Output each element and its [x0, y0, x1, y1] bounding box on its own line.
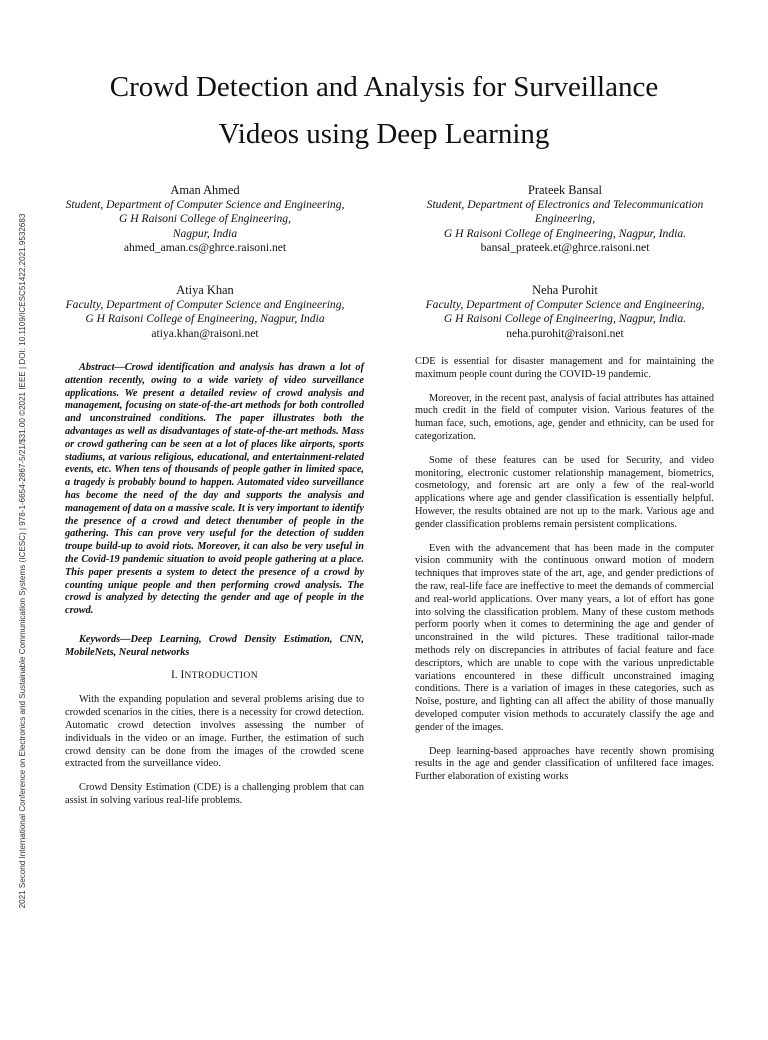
keywords: Keywords—Deep Learning, Crowd Density Estimation, CNN, MobileNets, Neural networks: [65, 633, 364, 658]
author-affiliation: Student, Department of Electronics and Telecommunication: [426, 197, 704, 211]
right-paragraph-4: Even with the advancement that has been made in the computer vision community with the continuous onward motion of modern techniques that improves state of the art, age, and gender predictions of the raw, real-life face are ineffective to meet the demands of commercial and real-world applications. Over many years, a lot of effort has gone into solving the classification problem. Many of these custom methods perform poorly when it comes to determining the age and gender of unconstrained in the wild pictures. These traditional tailor-made methods rely on discrepancies in attributes of facial feature and face descriptors, which are unable to cope with the various unpredictable variations encountered in these difficult unconstrained imaging conditions. There is a variation of images in these categories, such as Noise, posture, and lighting can all affect the ability of those manually developed computer vision methods to accurately classify the age and gender of the images.: [415, 542, 714, 733]
author-affiliation: G H Raisoni College of Engineering,: [119, 212, 291, 226]
author-name: Atiya Khan: [176, 283, 234, 297]
author-block-4: [395, 283, 735, 341]
right-paragraph-5: Deep learning-based approaches have recently shown promising results in the age and gender classification of unfiltered face images. Further elaboration of existing works: [415, 745, 714, 783]
author-name: Neha Purohit: [532, 283, 598, 297]
section-number: I.: [170, 668, 178, 681]
author-affiliation: Engineering,: [534, 212, 596, 226]
author-block-3: [35, 283, 375, 341]
author-name: Aman Ahmed: [170, 183, 240, 197]
paper-title-line-1: Crowd Detection and Analysis for Surveillance: [109, 71, 659, 103]
right-paragraph-3: Some of these features can be used for Security, and video monitoring, electronic customer relationship management, biometrics, cosmetology, and forensic art are only a few of the real-world applications where age and gender classification is essentially helpful. However, the results obtained are not up to the mark. Various age and gender classification problems remain persistent complications.: [415, 454, 714, 530]
paper-title-line-2: Videos using Deep Learning: [218, 118, 550, 150]
section-heading-introduction: [65, 669, 364, 683]
author-affiliation: G H Raisoni College of Engineering, Nagpur, India: [85, 312, 325, 326]
author-block-1: [35, 183, 375, 256]
author-affiliation: Student, Department of Computer Science and Engineering,: [65, 197, 345, 211]
intro-paragraph-1: With the expanding population and several problems arising due to crowded scenarios in the cities, there is a necessity for crowd detection. Automatic crowd detection involves assessing the number of individuals in the video or an image. Further, the estimation of such crowd density can be done from the images of the crowded scene extracted from the surveillance video.: [65, 694, 364, 770]
right-column: [415, 356, 714, 784]
author-email: ahmed_aman.cs@ghrce.raisoni.net: [123, 241, 287, 255]
author-affiliation: Faculty, Department of Computer Science and Engineering,: [425, 297, 705, 311]
author-name: Prateek Bansal: [528, 183, 602, 197]
author-affiliation: G H Raisoni College of Engineering, Nagpur, India.: [443, 312, 687, 326]
author-email: neha.purohit@raisoni.net: [506, 326, 624, 340]
abstract: Abstract—Crowd identification and analysis has drawn a lot of attention recently, owing to a wide variety of video surveillance applications. We present a detailed review of crowd analysis and management, focusing on state-of-the-art methods for both controlled and unconstrained conditions. The paper illustrates both the advantages as well as disadvantages of state-of-the-art methods. Mass or crowd gathering can be seen at a lot of places like airports, sports stadiums, at various religious, educational, and entertainment-related events, etc. When tens of thousands of people gather in limited space, a tragedy is probably bound to happen. Automated video surveillance has become the need of the day and supports the analysis and management of data on a massive scale. It is very important to identify the presence of a crowd and detect thenumber of people in the gathering. This can prove very useful for the detection of sudden troupe build-up to avoid riots. Moreover, it can also be very useful in the Covid-19 pandemic situation to avoid people gathering at a place. This paper presents a system to detect the presence of a crowd by counting unique people and then performing crowd analysis. The crowd is analyzed by detecting the gender and age of people in the crowd.: [65, 362, 364, 617]
author-affiliation: Nagpur, India: [172, 226, 238, 240]
author-email: atiya.khan@raisoni.net: [151, 326, 259, 340]
conference-side-note: 2021 Second International Conference on Electronics and Sustainable Communication Systems (ICESC) | 978-1-6654-2867-5/21/$31.00 ©2021 IEEE | DOI: 10.1109/ICESC51422.2021.9532683: [18, 213, 27, 909]
author-affiliation: G H Raisoni College of Engineering, Nagpur, India.: [443, 226, 687, 240]
author-affiliation: Faculty, Department of Computer Science and Engineering,: [65, 297, 345, 311]
section-title-initial: I: [180, 668, 185, 681]
right-paragraph-2: Moreover, in the recent past, analysis of facial attributes has attained much credit in the field of computer vision. Various features of the human face, such, emotions, age, gender and ethnicity, can be used for categorization.: [415, 392, 714, 442]
author-email: bansal_prateek.et@ghrce.raisoni.net: [480, 241, 650, 255]
intro-paragraph-2: Crowd Density Estimation (CDE) is a challenging problem that can assist in solving various real-life problems.: [65, 782, 364, 806]
author-block-2: [395, 183, 735, 256]
right-paragraph-1: CDE is essential for disaster management and for maintaining the maximum people count during the COVID-19 pandemic.: [415, 356, 714, 380]
left-column: [65, 362, 364, 808]
section-title-rest: NTRODUCTION: [184, 669, 259, 681]
